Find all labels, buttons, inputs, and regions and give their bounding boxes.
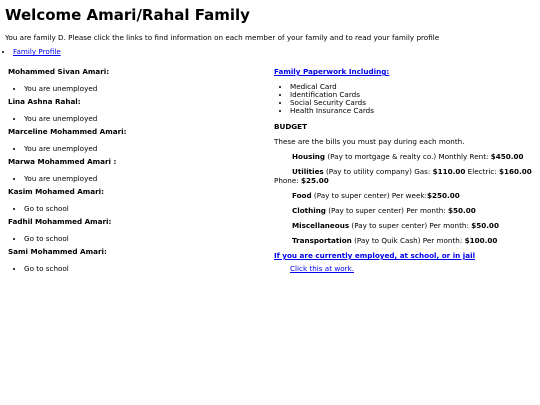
- clothing-bill: [274, 206, 534, 215]
- member-block: [8, 97, 258, 127]
- member-block: [8, 127, 258, 157]
- phone-bill: [274, 176, 534, 185]
- member-status-list: [8, 84, 258, 97]
- list-item: [13, 47, 61, 56]
- page-title: Welcome Amari/Rahal Family: [5, 6, 250, 24]
- electric-label: Electric:: [465, 167, 499, 176]
- misc-amount: $50.00: [471, 221, 499, 230]
- paperwork-item: • Health Insurance Cards: [290, 107, 534, 115]
- misc-detail: (Pay to super center) Per month:: [349, 221, 472, 230]
- member-status: • You are unemployed: [24, 174, 258, 183]
- transport-label: Transportation: [292, 236, 352, 245]
- member-name: Fadhil Mohammed Amari:: [8, 217, 112, 226]
- gas-amount: $110.00: [432, 167, 466, 176]
- member-status-list: [8, 144, 258, 157]
- utilities-label: Utilities: [292, 167, 324, 176]
- clothing-detail: (Pay to super center) Per month:: [325, 206, 449, 215]
- member-name: Sami Mohammed Amari:: [8, 247, 107, 256]
- food-amount: $250.00: [426, 191, 460, 200]
- transport-amount: $100.00: [464, 236, 498, 245]
- member-name: Mohammed Sivan Amari:: [8, 67, 110, 76]
- intro-text: You are family D. Please click the links to find information on each member of your family and to read your family profile: [5, 33, 440, 42]
- electric-amount: $160.00: [499, 167, 532, 176]
- member-status-list: [8, 174, 258, 187]
- paperwork-budget-column: [274, 67, 534, 273]
- member-status: • You are unemployed: [24, 144, 258, 153]
- paperwork-item: • Medical Card: [290, 83, 534, 91]
- housing-amount: $450.00: [490, 152, 524, 161]
- utilities-detail: (Pay to utility company) Gas:: [323, 167, 433, 176]
- member-name: Kasim Mohamed Amari:: [8, 187, 105, 196]
- budget-heading: BUDGET: [274, 122, 307, 131]
- member-status-list: [8, 204, 258, 217]
- member-block: [8, 157, 258, 187]
- member-name: Marwa Mohammed Amari :: [8, 157, 117, 166]
- budget-intro: These are the bills you must pay during each month.: [274, 137, 465, 146]
- family-paperwork-link[interactable]: Family Paperwork Including:: [274, 67, 390, 76]
- housing-label: Housing: [292, 152, 326, 161]
- profile-link-list: [5, 47, 61, 56]
- member-status: • You are unemployed: [24, 84, 258, 93]
- member-block: [8, 247, 258, 277]
- paperwork-item: • Identification Cards: [290, 91, 534, 99]
- click-at-work-link[interactable]: Click this at work.: [290, 264, 354, 273]
- member-block: [8, 187, 258, 217]
- phone-amount: $25.00: [300, 176, 329, 185]
- misc-label: Miscellaneous: [292, 221, 350, 230]
- paperwork-list: [274, 83, 534, 115]
- clothing-label: Clothing: [292, 206, 326, 215]
- utilities-bill: [274, 167, 534, 176]
- food-bill: [274, 191, 534, 200]
- member-status: • You are unemployed: [24, 114, 258, 123]
- member-status-list: [8, 264, 258, 277]
- transport-detail: (Pay to Quik Cash) Per month:: [351, 236, 465, 245]
- member-status: • Go to school: [24, 234, 258, 243]
- housing-detail: (Pay to mortgage & realty co.) Monthly Rent:: [325, 152, 491, 161]
- member-name: Marceline Mohammed Amari:: [8, 127, 127, 136]
- member-name: Lina Ashna Rahal:: [8, 97, 81, 106]
- transport-bill: [274, 236, 534, 245]
- member-block: [8, 67, 258, 97]
- food-detail: (Pay to super center) Per week:: [311, 191, 427, 200]
- food-label: Food: [292, 191, 312, 200]
- housing-bill: [274, 152, 534, 161]
- paperwork-item: • Social Security Cards: [290, 99, 534, 107]
- member-status-list: [8, 234, 258, 247]
- member-status-list: [8, 114, 258, 127]
- family-members-column: [8, 67, 258, 277]
- employed-school-jail-link[interactable]: If you are currently employed, at school, or in jail: [274, 251, 476, 260]
- misc-bill: [274, 221, 534, 230]
- family-profile-link[interactable]: Family Profile: [13, 47, 61, 56]
- member-block: [8, 217, 258, 247]
- phone-label: Phone:: [274, 176, 301, 185]
- member-status: • Go to school: [24, 264, 258, 273]
- member-status: • Go to school: [24, 204, 258, 213]
- clothing-amount: $50.00: [448, 206, 476, 215]
